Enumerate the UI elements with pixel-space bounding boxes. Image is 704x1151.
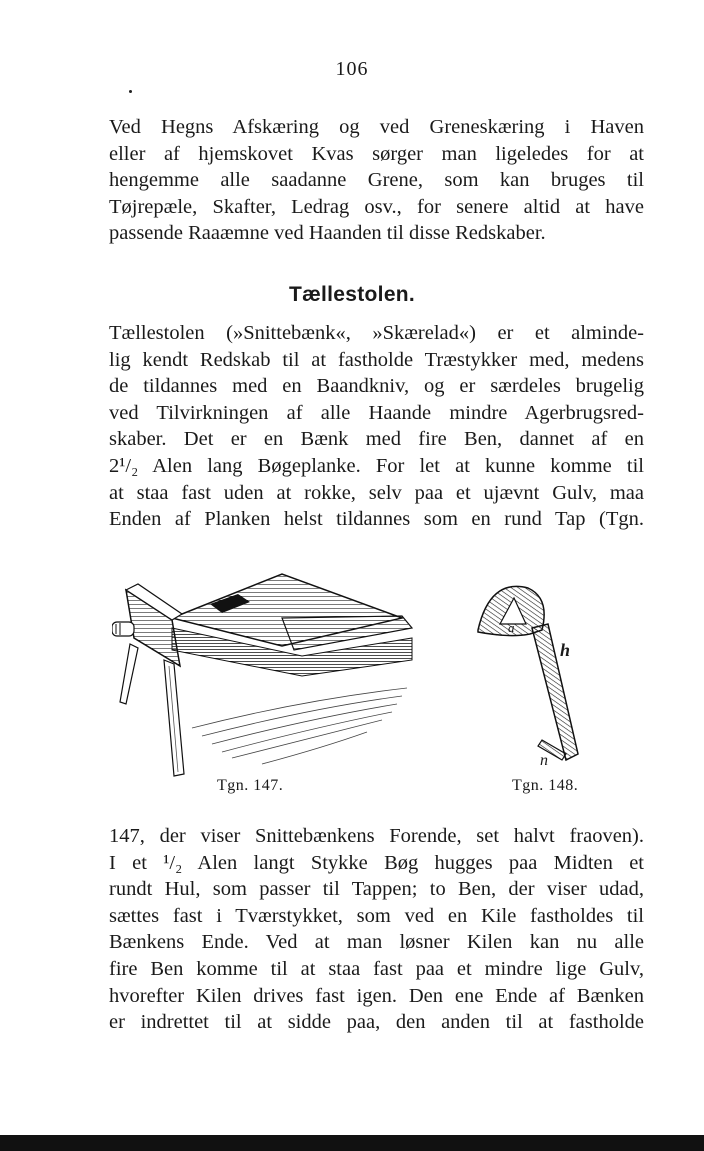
ink-speck [129,90,132,93]
text-line: 147, der viser Snittebænkens Forende, set halvt fraoven). [109,825,644,847]
figure-148-label-h: h [560,640,571,660]
text-line: sættes fast i Tværstykket, som ved en Kile fastholdes til [109,904,644,927]
text-line: I et ¹/₂ Alen langt Stykke Bøg hugges paa Midten et [109,851,644,874]
text-line: Enden af Planken helst tildannes som en rund Tap (Tgn. [109,508,644,531]
section-heading: Tællestolen. [288,283,416,306]
figure-147-caption: Tgn. 147. [217,777,284,794]
text-line: ved Tilvirkningen af alle Haande mindre Agerbrugsred- [109,401,644,424]
text-line: de tildannes med en Baandkniv, og er særdeles brugelig [109,375,644,398]
section-paragraph-1 [109,320,644,533]
figure-148-hook-tool [470,578,590,773]
text-line: Tællestolen (»Snittebænk«, »Skærelad«) er et alminde- [109,322,644,344]
text-line: lig kendt Redskab til at fastholde Træstykker med, medens [109,348,644,371]
text-line: hvorefter Kilen drives fast igen. Den ene Ende af Bænken [109,984,644,1007]
text-line: hengemme alle saadanne Grene, som kan bruges til [109,169,644,192]
text-line: passende Raaæmne ved Haanden til disse Redskaber. [109,222,546,245]
page-number: 106 [335,58,369,80]
figure-148-label-a: a [508,620,515,635]
figure-147-carving-bench [112,568,422,778]
section-paragraph-2 [109,823,644,1036]
text-line: eller af hjemskovet Kvas sørger man ligeledes for at [109,142,644,165]
text-line: 2¹/₂ Alen lang Bøgeplanke. For let at kunne komme til [109,454,644,477]
figure-148-label-n: n [540,752,549,769]
text-line: fire Ben komme til at staa fast paa et mindre lige Gulv, [109,957,644,980]
text-line: Bænkens Ende. Ved at man løsner Kilen kan nu alle [109,931,644,954]
text-line: Ved Hegns Afskæring og ved Greneskæring i Haven [109,116,644,138]
text-line: skaber. Det er en Bænk med fire Ben, dannet af en [109,428,644,451]
text-line: at staa fast uden at rokke, selv paa et ujævnt Gulv, maa [109,481,644,504]
page-bottom-edge [0,1135,704,1151]
text-line: Tøjrepæle, Skafter, Ledrag osv., for senere altid at have [109,195,644,218]
text-line: rundt Hul, som passer til Tappen; to Ben, der viser udad, [109,878,644,901]
text-line: er indrettet til at sidde paa, den anden til at fastholde [109,1011,644,1034]
figure-148-caption: Tgn. 148. [512,777,579,794]
intro-paragraph [109,114,644,247]
